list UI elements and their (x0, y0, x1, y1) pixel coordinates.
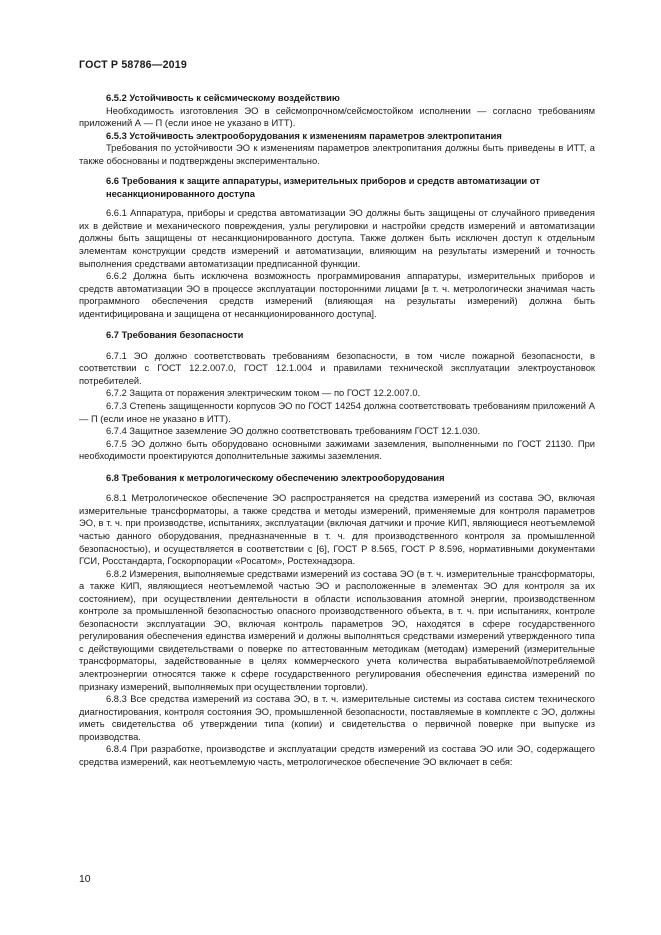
clause-6-6-2: 6.6.2 Должна быть исключена возможность программирования аппаратуры, измерительных приборов и средств автоматизации ЭО в процессе эксплуатации посторонними лицами [в т. ч. метрологически значимая часть программного обеспечения средств измерений (влияющая на результаты измерений) должна быть идентифицирована и защищена от несанкционированного доступа]. (79, 271, 595, 319)
section-6-7-heading: 6.7 Требования безопасности (106, 330, 244, 341)
clause-6-5-3-text: Требования по устойчивости ЭО к изменениям параметров электропитания должны быть приведены в ИТТ, а также обоснованы и подтверждены экспериментально. (79, 143, 595, 166)
clause-6-6-1: 6.6.1 Аппаратура, приборы и средства автоматизации ЭО должны быть защищены от случайного приведения их в действие и механического повреждения, узлы регулировки и настройки средств измерений и автоматизации должны быть защищены от несанкционированного доступа. Также должен быть исключен доступ к отдельным элементам конструкции средств измерений и автоматизации, влияющим на результаты измерений и точность выполнения средствами автоматизации предписанной функции. (79, 208, 595, 269)
clause-6-7-3: 6.7.3 Степень защищенности корпусов ЭО по ГОСТ 14254 должна соответствовать требованиям приложений А — П (если иное не указано в ИТТ). (79, 401, 595, 424)
document-header: ГОСТ Р 58786—2019 (79, 59, 187, 71)
clause-6-5-2-heading: 6.5.2 Устойчивость к сейсмическому воздействию (106, 93, 340, 103)
section-6-8-heading: 6.8 Требования к метрологическому обеспечению электрооборудования (106, 472, 445, 483)
clause-6-8-2: 6.8.2 Измерения, выполняемые средствами измерений из состава ЭО (в т. ч. измерительные трансформаторы, а также КИП, являющиеся неотъемлемой частью ЭО и расположенные в элементах ЭО для контроля за их состоянием), при осуществлении деятельности в области использования атомной энергии, производственном контроле за промышленной безопасностью опасного производственного объекта, в т. ч. при испытаниях, контроле безопасности эксплуатации ЭО, включая контроль параметров ЭО, находятся в сфере государственного регулирования обеспечения единства измерений и должны выполняться средствами измерений утвержденного типа с действующими свидетельствами о поверке по аттестованным методикам (методам) измерений (измерительные трансформаторы, задействованные в целях коммерческого учета количества вырабатываемой/потребляемой электроэнергии относятся также к сфере государственного регулирования обеспечения единства измерений по признаку измерений, выполняемых при осуществлении торговли). (79, 568, 595, 692)
clause-6-7-5: 6.7.5 ЭО должно быть оборудовано основными зажимами заземления, выполненными по ГОСТ 21130. При необходимости проектируются дополнительные зажимы заземления. (79, 438, 595, 462)
clause-6-8-3: 6.8.3 Все средства измерений из состава ЭО, в т. ч. измерительные системы из состава систем технического диагностирования, контроля состояния ЭО, промышленной безопасности, поставляемые в комплекте с ЭО, должны иметь свидетельства об утверждении типа (копии) и свидетельства о первичной поверке при выпуске из производства. (79, 694, 595, 742)
clause-6-8-1: 6.8.1 Метрологическое обеспечение ЭО распространяется на средства измерений из состава ЭО, включая измерительные трансформаторы, а также средства и методы измерений, применяемые для контроля параметров ЭО, в т. ч. при производстве, испытаниях, эксплуатации (включая датчики и прочие КИП, являющиеся неотъемлемой частью данного оборудования, предназначенные в т. ч. для производственного контроля за промышленной безопасностью), и осуществляется в соответствии с [6], ГОСТ Р 8.565, ГОСТ Р 8.596, нормативными документами ГСИ, Росстандарта, Госкорпорации «Росатом», Ростехнадзора. (79, 493, 595, 567)
section-6-6-heading: 6.6 Требования к защите аппаратуры, измерительных приборов и средств автоматизации от несанкционированного доступа (106, 176, 540, 199)
clause-6-7-1: 6.7.1 ЭО должно соответствовать требованиям безопасности, в том числе пожарной безопасности, в соответствии с ГОСТ 12.2.007.0, ГОСТ 12.1.004 и правилами технической эксплуатации электроустановок потребителей. (79, 350, 595, 386)
page-number: 10 (79, 874, 91, 885)
clause-6-7-4: 6.7.4 Защитное заземление ЭО должно соответствовать требованиям ГОСТ 12.1.030. (106, 426, 481, 437)
document-body (79, 92, 595, 768)
clause-6-5-3-heading: 6.5.3 Устойчивость электрооборудования к изменениям параметров электропитания (106, 130, 502, 141)
clause-6-7-2: 6.7.2 Защита от поражения электрическим током — по ГОСТ 12.2.007.0. (106, 388, 421, 399)
clause-6-8-4: 6.8.4 При разработке, производстве и эксплуатации средств измерений из состава ЭО или ЭО, содержащего средства измерений, как неотъемлемую часть, метрологическое обеспечение ЭО включает в себя: (79, 744, 595, 767)
clause-6-5-2-text: Необходимость изготовления ЭО в сейсмопрочном/сейсмостойком исполнении — согласно требованиям приложений А — П (если иное не указано в ИТТ). (79, 105, 595, 129)
